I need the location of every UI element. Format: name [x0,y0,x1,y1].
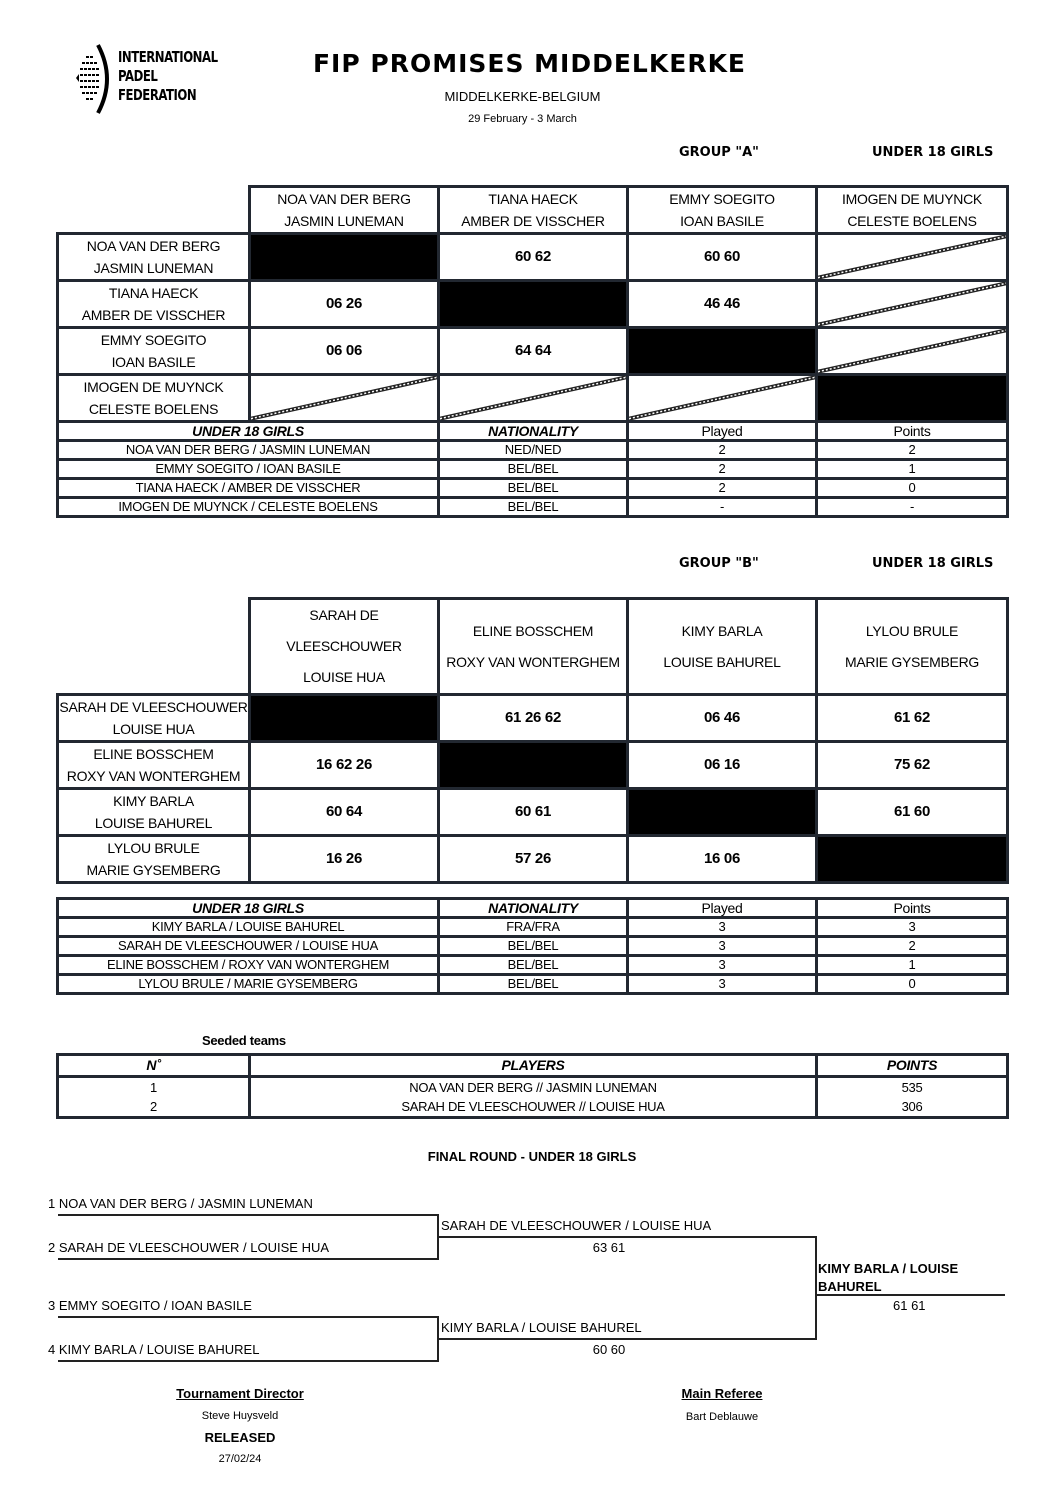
player-name: LOUISE BAHUREL [663,653,781,670]
standings-row [58,937,1008,956]
player-name: ROXY VAN WONTERGHEM [446,653,620,670]
standings-header: Points [817,899,1008,918]
standings-header: UNDER 18 GIRLS [58,899,439,918]
match-score: 16 06 [628,836,817,883]
matrix-column-team [250,599,439,695]
matrix-row [58,375,1008,422]
title-text: FIP PROMISES MIDDELKERKE [312,49,747,78]
bracket-entrant: 1 NOA VAN DER BERG / JASMIN LUNEMAN [48,1196,313,1211]
player-name: MARIE GYSEMBERG [86,862,221,878]
group-b-standings [56,897,1009,995]
strike-line [440,376,626,420]
standings-header: Played [628,422,817,441]
matrix-column-team [628,187,817,234]
self-match-cell [439,742,628,789]
seed-number: 2 [58,1097,250,1118]
standings-played: 2 [628,460,817,479]
player-name: NOA VAN DER BERG [277,191,411,207]
player-name: AMBER DE VISSCHER [81,307,226,323]
standings-played: - [628,498,817,517]
standings-header: Points [817,422,1008,441]
matrix-row-team [58,328,250,375]
standings-nat: NED/NED [439,441,628,460]
bracket-line [58,1258,439,1260]
seeded-header-row [58,1055,1008,1077]
standings-row [58,498,1008,517]
standings-played: 2 [628,479,817,498]
player-name: TIANA HAECK [108,285,199,301]
standings-team: LYLOU BRULE / MARIE GYSEMBERG [58,975,439,994]
match-score: 60 60 [628,234,817,281]
no-match-cell [817,328,1008,375]
bracket-line [439,1338,817,1340]
champion-line: BAHUREL [818,1279,882,1294]
match-score: 16 26 [250,836,439,883]
match-score: 61 62 [817,695,1008,742]
matrix-column-team [439,599,628,695]
standings-points: 2 [817,441,1008,460]
matrix-row [58,234,1008,281]
player-name: ELINE BOSSCHEM [93,746,214,762]
matrix-corner [58,599,250,695]
matrix-column-team [250,187,439,234]
standings-points: 1 [817,460,1008,479]
standings-team: IMOGEN DE MUYNCK / CELESTE BOELENS [58,498,439,517]
self-match-cell [250,695,439,742]
champion-line: KIMY BARLA / LOUISE [818,1261,959,1276]
final-round-title: FINAL ROUND - UNDER 18 GIRLS [427,1149,637,1164]
matrix-row [58,836,1008,883]
final-score: 61 61 [893,1298,926,1313]
standings-team: EMMY SOEGITO / IOAN BASILE [58,460,439,479]
seed-players: SARAH DE VLEESCHOUWER // LOUISE HUA [250,1097,817,1118]
match-score: 60 64 [250,789,439,836]
group-a-standings [56,420,1009,518]
standings-team: NOA VAN DER BERG / JASMIN LUNEMAN [58,441,439,460]
standings-played: 3 [628,975,817,994]
bracket-line [58,1360,439,1362]
standings-nat: BEL/BEL [439,479,628,498]
matrix-row [58,742,1008,789]
standings-nat: BEL/BEL [439,498,628,517]
match-score: 16 62 26 [250,742,439,789]
matrix-column-team [817,599,1008,695]
standings-points: - [817,498,1008,517]
page-title [0,49,1058,78]
standings-header-row [58,899,1008,918]
standings-row [58,956,1008,975]
player-name: CELESTE BOELENS [88,401,219,417]
bracket-line [439,1236,817,1238]
standings-header-row [58,422,1008,441]
seed-number: 1 [58,1077,250,1098]
player-name: ROXY VAN WONTERGHEM [66,768,241,784]
group-a-category: UNDER 18 GIRLS [872,145,994,160]
matrix-column-team [628,599,817,695]
group-a-label: GROUP "A" [679,145,759,160]
standings-played: 3 [628,956,817,975]
player-name: JASMIN LUNEMAN [284,213,404,229]
match-score: 57 26 [439,836,628,883]
player-name: IOAN BASILE [111,354,196,370]
matrix-header-row [58,599,1008,695]
semifinal-winner: KIMY BARLA / LOUISE BAHUREL [441,1320,642,1335]
player-name: EMMY SOEGITO [100,332,207,348]
standings-nat: BEL/BEL [439,956,628,975]
match-score: 60 61 [439,789,628,836]
group-b-matrix [56,597,1009,884]
matrix-row-team [58,836,250,883]
player-name: AMBER DE VISSCHER [461,213,605,229]
strike-line [629,376,815,420]
player-name: IOAN BASILE [680,213,764,229]
standings-row [58,441,1008,460]
match-score: 61 26 62 [439,695,628,742]
strike-line [818,235,1006,279]
seed-points: 306 [817,1097,1008,1118]
bracket-line [817,1294,1005,1296]
matrix-row-team [58,789,250,836]
group-a-matrix [56,185,1009,423]
matrix-row [58,328,1008,375]
director-label: Tournament Director [176,1386,304,1401]
match-score: 46 46 [628,281,817,328]
standings-row [58,479,1008,498]
player-name: NOA VAN DER BERG [86,238,221,254]
standings-points: 0 [817,479,1008,498]
player-name: KIMY BARLA [681,622,763,639]
release-date: 27/02/24 [218,1453,262,1465]
match-score: 06 46 [628,695,817,742]
referee-name: Bart Deblauwe [685,1411,759,1423]
matrix-corner [58,187,250,234]
player-name: LYLOU BRULE [107,840,200,856]
player-name: EMMY SOEGITO [669,191,775,207]
director-name: Steve Huysveld [201,1410,279,1422]
standings-team: ELINE BOSSCHEM / ROXY VAN WONTERGHEM [58,956,439,975]
match-score: 64 64 [439,328,628,375]
bracket-entrant: 3 EMMY SOEGITO / IOAN BASILE [48,1298,252,1313]
player-name: ELINE BOSSCHEM [472,622,594,639]
referee-label: Main Referee [681,1386,763,1401]
logo-line: FEDERATION [118,86,197,104]
matrix-row-team [58,281,250,328]
player-name: LOUISE BAHUREL [94,815,213,831]
bracket-entrant: 4 KIMY BARLA / LOUISE BAHUREL [48,1342,260,1357]
semifinal-score: 60 60 [592,1342,626,1357]
no-match-cell [817,281,1008,328]
bracket-line [58,1316,439,1318]
match-score: 06 16 [628,742,817,789]
seeded-table [56,1053,1009,1119]
match-score: 06 26 [250,281,439,328]
standings-points: 3 [817,918,1008,937]
player-name: SARAH DE VLEESCHOUWER [286,607,402,654]
standings-header: NATIONALITY [439,899,628,918]
release-status: RELEASED [204,1430,276,1445]
no-match-cell [439,375,628,422]
matrix-header-row [58,187,1008,234]
player-name: IMOGEN DE MUYNCK [83,379,224,395]
standings-row [58,975,1008,994]
seeded-header-players: PLAYERS [250,1055,817,1077]
match-score: 06 06 [250,328,439,375]
self-match-cell [817,375,1008,422]
group-b-category: UNDER 18 GIRLS [872,556,994,571]
standings-points: 2 [817,937,1008,956]
standings-played: 3 [628,937,817,956]
player-name: LOUISE HUA [112,721,195,737]
match-score: 61 60 [817,789,1008,836]
player-name: JASMIN LUNEMAN [93,260,214,276]
matrix-column-team [439,187,628,234]
semifinal-winner: SARAH DE VLEESCHOUWER / LOUISE HUA [441,1218,712,1233]
dates: 29 February - 3 March [468,113,577,125]
self-match-cell [628,328,817,375]
player-name: LOUISE HUA [303,669,385,685]
standings-nat: BEL/BEL [439,975,628,994]
seeded-row [58,1097,1008,1118]
seed-players: NOA VAN DER BERG // JASMIN LUNEMAN [250,1077,817,1098]
player-name: TIANA HAECK [488,191,578,207]
matrix-column-team [817,187,1008,234]
standings-row [58,460,1008,479]
matrix-row [58,789,1008,836]
standings-points: 1 [817,956,1008,975]
seeded-title: Seeded teams [202,1033,286,1048]
match-score: 60 62 [439,234,628,281]
bracket-line [58,1214,439,1216]
seed-points: 535 [817,1077,1008,1098]
champion [818,1260,958,1296]
no-match-cell [250,375,439,422]
matrix-row-team [58,695,250,742]
matrix-row-team [58,375,250,422]
match-score: 75 62 [817,742,1008,789]
self-match-cell [817,836,1008,883]
standings-team: KIMY BARLA / LOUISE BAHUREL [58,918,439,937]
standings-header: Played [628,899,817,918]
player-name: IMOGEN DE MUYNCK [842,191,982,207]
matrix-row [58,695,1008,742]
seeded-header-points: POINTS [817,1055,1008,1077]
player-name: KIMY BARLA [113,793,194,809]
seeded-header-n: N˚ [58,1055,250,1077]
player-name: LYLOU BRULE [865,622,959,639]
player-name: SARAH DE VLEESCHOUWER [59,699,248,715]
self-match-cell [628,789,817,836]
standings-nat: BEL/BEL [439,937,628,956]
standings-points: 0 [817,975,1008,994]
standings-played: 3 [628,918,817,937]
player-name: CELESTE BOELENS [847,213,977,229]
self-match-cell [439,281,628,328]
standings-played: 2 [628,441,817,460]
matrix-row-team [58,742,250,789]
standings-team: TIANA HAECK / AMBER DE VISSCHER [58,479,439,498]
standings-row [58,918,1008,937]
matrix-row [58,281,1008,328]
location: MIDDELKERKE-BELGIUM [444,89,601,104]
logo-line: INTERNATIONAL [118,48,218,66]
self-match-cell [250,234,439,281]
standings-nat: BEL/BEL [439,460,628,479]
bracket-line [815,1236,817,1340]
strike-line [818,282,1006,326]
no-match-cell [628,375,817,422]
player-name: MARIE GYSEMBERG [845,653,979,670]
seeded-row [58,1077,1008,1098]
logo-line: PADEL [118,67,158,85]
standings-header: NATIONALITY [439,422,628,441]
standings-team: SARAH DE VLEESCHOUWER / LOUISE HUA [58,937,439,956]
strike-line [251,376,437,420]
no-match-cell [817,234,1008,281]
group-b-label: GROUP "B" [679,556,759,571]
bracket-entrant: 2 SARAH DE VLEESCHOUWER / LOUISE HUA [48,1240,330,1255]
matrix-row-team [58,234,250,281]
standings-header: UNDER 18 GIRLS [58,422,439,441]
standings-nat: FRA/FRA [439,918,628,937]
semifinal-score: 63 61 [592,1240,626,1255]
strike-line [818,329,1006,373]
